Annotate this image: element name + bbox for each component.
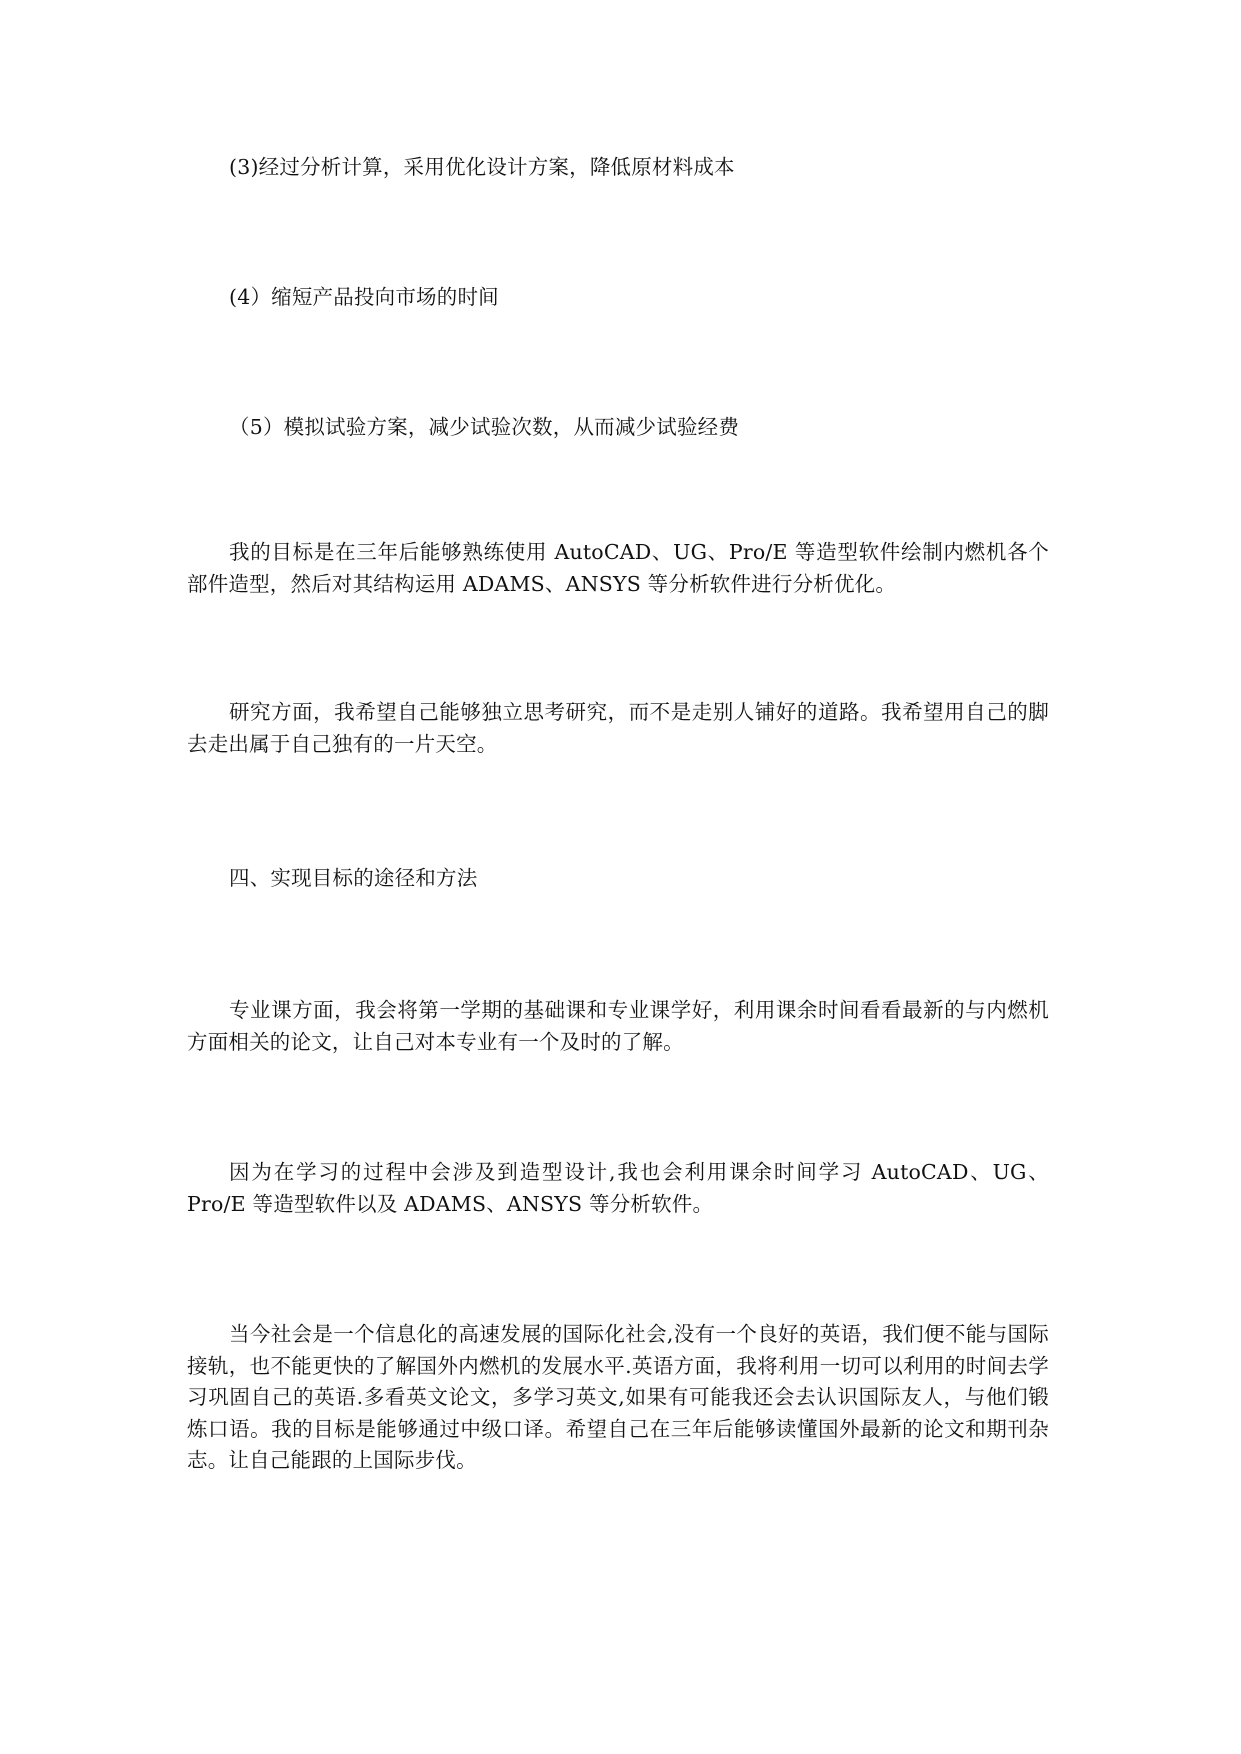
paragraph-courses: 专业课方面，我会将第一学期的基础课和专业课学好，利用课余时间看看最新的与内燃机方面相关的论文，让自己对本专业有一个及时的了解。 [187,998,1049,1054]
list-item-5: （5）模拟试验方案，减少试验次数，从而减少试验经费 [229,415,740,439]
paragraph-software: 因为在学习的过程中会涉及到造型设计,我也会利用课余时间学习 AutoCAD、UG、Pro/E 等造型软件以及 ADAMS、ANSYS 等分析软件。 [187,1160,1049,1216]
section-heading: 四、实现目标的途径和方法 [229,866,478,890]
list-item-4: (4）缩短产品投向市场的时间 [229,285,499,309]
paragraph-goal: 我的目标是在三年后能够熟练使用 AutoCAD、UG、Pro/E 等造型软件绘制内燃机各个部件造型，然后对其结构运用 ADAMS、ANSYS 等分析软件进行分析优化。 [187,540,1049,596]
list-item-3: (3)经过分析计算，采用优化设计方案，降低原材料成本 [229,155,735,179]
paragraph-research: 研究方面，我希望自己能够独立思考研究，而不是走别人铺好的道路。我希望用自己的脚去走出属于自己独有的一片天空。 [187,700,1049,756]
paragraph-english: 当今社会是一个信息化的高速发展的国际化社会,没有一个良好的英语，我们便不能与国际接轨，也不能更快的了解国外内燃机的发展水平.英语方面，我将利用一切可以利用的时间去学习巩固自己的英语.多看英文论文，多学习英文,如果有可能我还会去认识国际友人，与他们锻炼口语。我的目标是能够通过中级口译。希望自己在三年后能够读懂国外最新的论文和期刊杂志。让自己能跟的上国际步伐。 [187,1322,1049,1472]
